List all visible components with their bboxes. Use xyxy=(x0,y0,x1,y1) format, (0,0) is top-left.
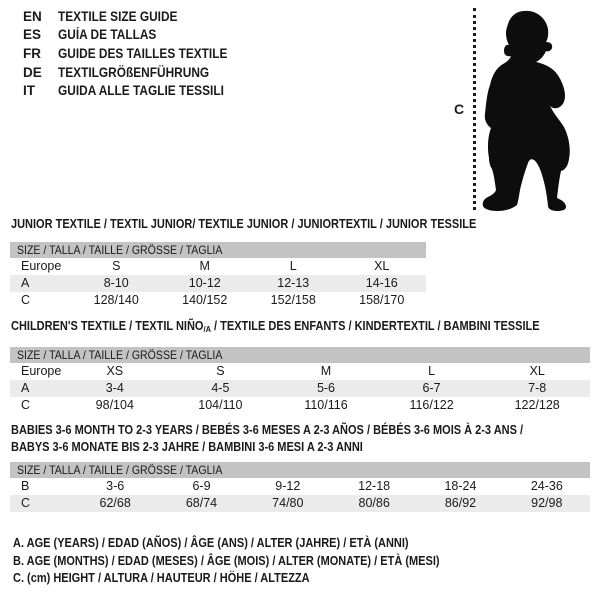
legend-line xyxy=(13,570,498,588)
language-row xyxy=(23,26,251,45)
size-table-row xyxy=(10,258,426,275)
size-value: 24-36 xyxy=(530,479,563,493)
row-label: A xyxy=(21,381,30,395)
children-section-title xyxy=(11,318,600,338)
row-label: C xyxy=(21,398,31,412)
size-value: 5-6 xyxy=(316,381,336,395)
children-textile-section xyxy=(10,318,600,414)
size-value: 4-5 xyxy=(211,381,230,395)
size-header-text: SIZE / TALLA / TAILLE / GRÖSSE / TAGLIA xyxy=(17,348,223,362)
size-value: M xyxy=(199,259,210,273)
language-title-list xyxy=(23,7,251,100)
size-value: 8-10 xyxy=(103,276,129,290)
subscript-text: /A xyxy=(203,324,211,334)
section-title-text xyxy=(11,216,476,233)
row-label: C xyxy=(21,496,31,510)
legend-line xyxy=(13,553,498,571)
size-value: 14-16 xyxy=(365,276,398,290)
size-value: 116/122 xyxy=(409,398,454,412)
language-code: DE xyxy=(23,64,42,80)
measure-legend xyxy=(13,535,498,588)
language-code: ES xyxy=(23,27,42,43)
size-table-row xyxy=(10,380,590,397)
size-header-text: SIZE / TALLA / TAILLE / GRÖSSE / TAGLIA xyxy=(17,243,223,257)
section-title-line xyxy=(11,422,593,439)
size-value: 80/86 xyxy=(358,496,390,510)
row-label: Europe xyxy=(21,259,62,273)
size-header-bar xyxy=(10,462,590,478)
row-label: C xyxy=(21,293,31,307)
legend-text: A. AGE (YEARS) / EDAD (AÑOS) / ÂGE (ANS) / ALTER (JAHRE) / ETÀ (ANNI) xyxy=(13,536,409,550)
size-value: 7-8 xyxy=(528,381,547,395)
size-value: 10-12 xyxy=(188,276,221,290)
size-table-row xyxy=(10,397,590,414)
row-label: Europe xyxy=(21,364,62,378)
size-value: 6-9 xyxy=(192,479,211,493)
title-segment: BABYS 3-6 MONATE BIS 2-3 JAHRE / BAMBINI 3-6 MESI A 2-3 ANNI xyxy=(11,440,363,454)
language-row xyxy=(23,7,251,26)
size-value: 18-24 xyxy=(444,479,477,493)
size-value: L xyxy=(428,364,436,378)
title-segment: / TEXTILE DES ENFANTS / KINDERTEXTIL / BAMBINI TESSILE xyxy=(210,319,540,333)
size-value: 9-12 xyxy=(275,479,301,493)
title-segment: CHILDREN'S TEXTILE / TEXTIL NIÑO xyxy=(11,319,204,333)
size-value: 110/116 xyxy=(304,398,348,412)
size-value: S xyxy=(112,259,121,273)
size-header-text: SIZE / TALLA / TAILLE / GRÖSSE / TAGLIA xyxy=(17,463,223,477)
babies-section-title xyxy=(11,422,593,456)
section-title-line xyxy=(11,439,593,456)
size-header-bar xyxy=(10,347,590,363)
language-title: GUIDA ALLE TAGLIE TESSILI xyxy=(58,83,224,99)
language-row xyxy=(23,81,251,100)
section-title-text xyxy=(11,318,540,338)
junior-size-table xyxy=(10,242,426,309)
height-measure-label: C xyxy=(454,101,465,117)
size-value: 86/92 xyxy=(444,496,477,510)
children-size-table xyxy=(10,347,590,414)
size-value: 68/74 xyxy=(185,496,218,510)
language-title: TEXTILGRÖßENFÜHRUNG xyxy=(58,64,210,80)
legend-text: C. (cm) HEIGHT / ALTURA / HAUTEUR / HÖHE / ALTEZZA xyxy=(13,571,310,585)
size-table-row xyxy=(10,495,590,512)
legend-line xyxy=(13,535,498,553)
junior-textile-section xyxy=(10,216,540,309)
size-value: L xyxy=(289,259,297,273)
size-table-row xyxy=(10,275,426,292)
babies-textile-section xyxy=(10,422,593,512)
junior-section-title xyxy=(11,216,540,233)
section-title-text xyxy=(11,439,363,456)
row-label: B xyxy=(21,479,30,493)
title-segment: BABIES 3-6 MONTH TO 2-3 YEARS / BEBÉS 3-6 MESES A 2-3 AÑOS / BÉBÉS 3-6 MOIS À 2-3 ANS / xyxy=(11,423,524,437)
size-value: 128/140 xyxy=(93,293,139,307)
language-code: IT xyxy=(23,83,35,99)
size-value: 152/158 xyxy=(270,293,316,307)
section-title-line xyxy=(11,318,600,338)
size-value: 92/98 xyxy=(531,496,563,510)
size-value: XL xyxy=(529,364,545,378)
size-value: 62/68 xyxy=(99,496,131,510)
size-value: XS xyxy=(106,364,124,378)
size-value: 98/104 xyxy=(95,398,134,412)
babies-size-table xyxy=(10,462,590,512)
size-value: 12-13 xyxy=(277,276,310,290)
title-segment: JUNIOR TEXTILE / TEXTIL JUNIOR/ TEXTILE JUNIOR / JUNIORTEXTIL / JUNIOR TESSILE xyxy=(11,217,477,231)
language-code: FR xyxy=(23,45,41,61)
size-value: S xyxy=(216,364,225,378)
size-header-bar xyxy=(10,242,426,258)
language-title: GUIDE DES TAILLES TEXTILE xyxy=(58,45,228,61)
section-title-text xyxy=(11,422,523,439)
size-table-row xyxy=(10,292,426,309)
size-value: 158/170 xyxy=(359,293,405,307)
height-measure-dotted-line xyxy=(473,8,476,210)
size-value: M xyxy=(320,364,332,378)
size-value: 140/152 xyxy=(182,293,228,307)
size-value: 104/110 xyxy=(198,398,243,412)
language-row xyxy=(23,44,251,63)
section-title-line xyxy=(11,216,540,233)
row-label: A xyxy=(21,276,30,290)
size-value: 74/80 xyxy=(272,496,304,510)
size-value: 3-6 xyxy=(106,479,125,493)
size-value: XL xyxy=(374,259,390,273)
size-table-row xyxy=(10,478,590,495)
size-table-row xyxy=(10,363,590,380)
legend-text: B. AGE (MONTHS) / EDAD (MESES) / ÂGE (MOIS) / ALTER (MONATE) / ETÀ (MESI) xyxy=(13,553,440,568)
language-code: EN xyxy=(23,8,42,24)
size-value: 6-7 xyxy=(422,381,441,395)
size-value: 3-4 xyxy=(105,381,124,395)
toddler-silhouette-icon xyxy=(478,8,578,213)
language-title: GUÍA DE TALLAS xyxy=(58,27,157,43)
size-value: 122/128 xyxy=(514,398,560,412)
size-value: 12-18 xyxy=(358,479,391,493)
language-title: TEXTILE SIZE GUIDE xyxy=(58,8,178,24)
language-row xyxy=(23,63,251,82)
